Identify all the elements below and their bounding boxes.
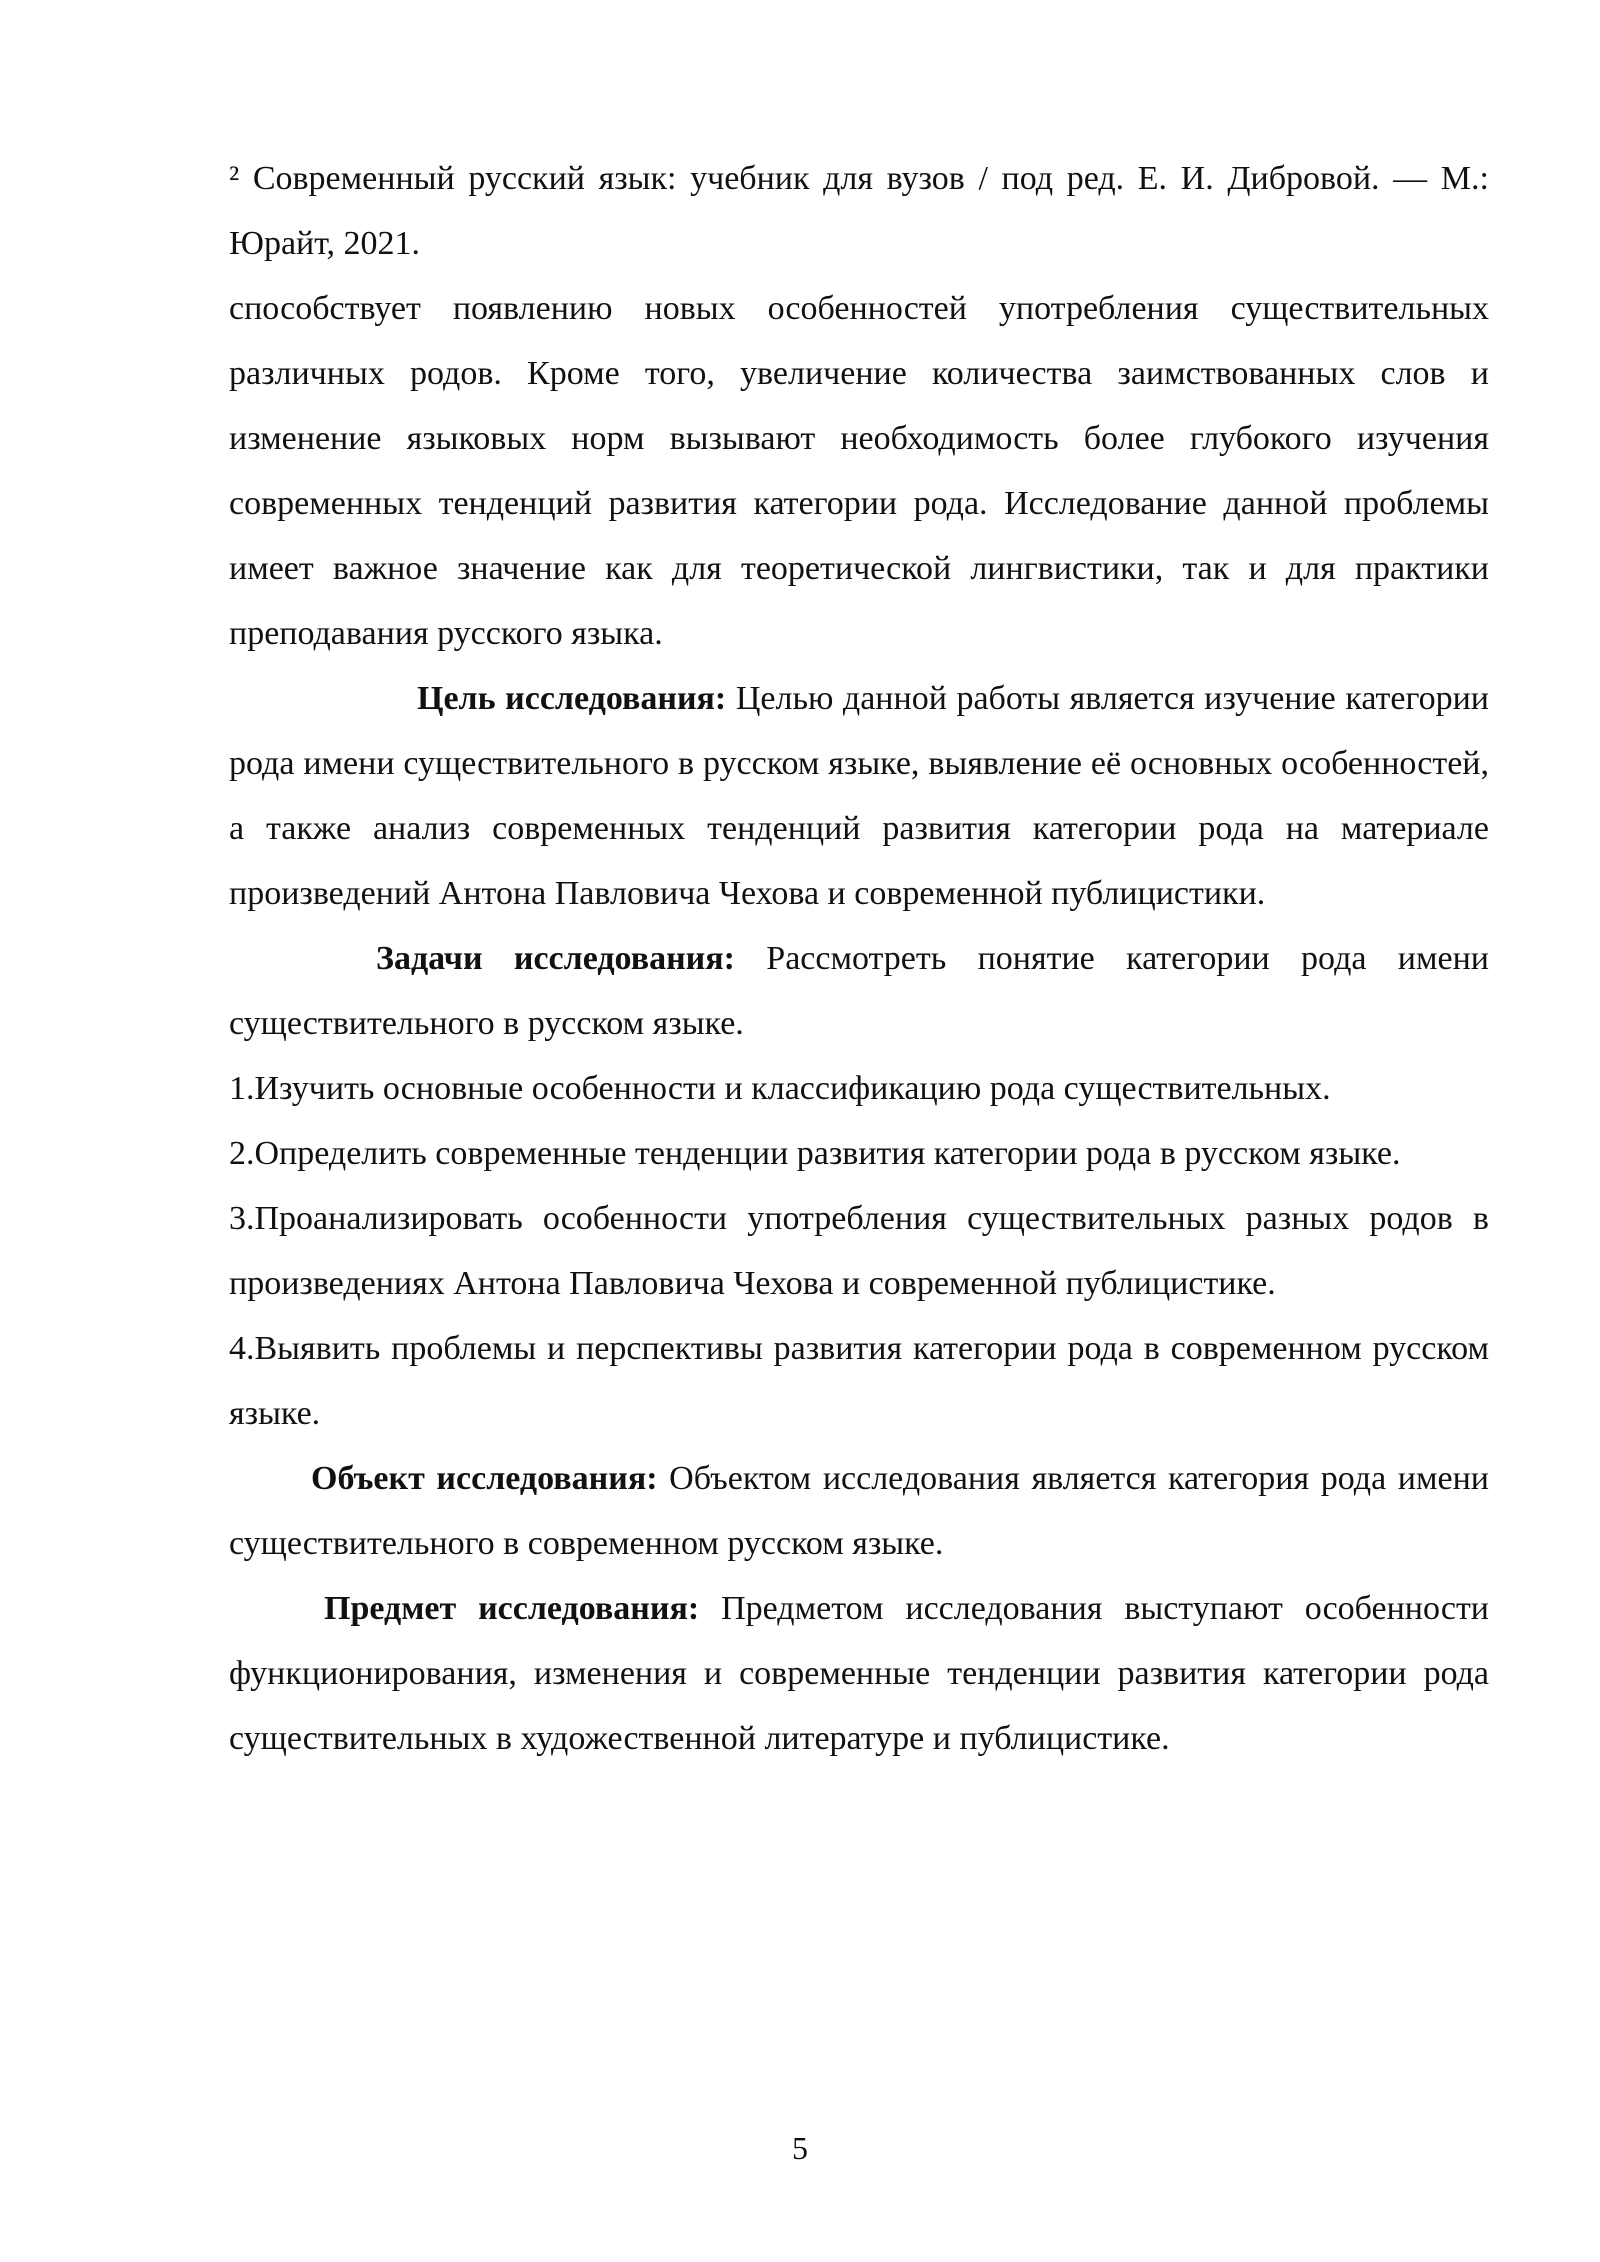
object-text: Объектом исследования является категория рода имени существительного в современном русском языке.	[229, 1460, 1490, 1562]
tasks-text: Рассмотреть понятие категории рода имени существительного в русском языке.	[229, 940, 1489, 1042]
subject-label: Предмет исследования:	[324, 1590, 700, 1627]
task-item-2: 2.Определить современные тенденции развития категории рода в русском языке.	[229, 1135, 1401, 1172]
footnote: ² Современный русский язык: учебник для вузов / под ред. Е. И. Дибровой. — М.: Юрайт, 2021.	[229, 160, 1489, 262]
object-paragraph	[229, 1446, 1489, 1576]
task-item-1: 1.Изучить основные особенности и классификацию рода существительных.	[229, 1070, 1331, 1107]
subject-paragraph	[229, 1576, 1489, 1771]
tasks-label: Задачи исследования:	[376, 940, 735, 977]
intro-paragraph: способствует появлению новых особенностей употребления существительных различных родов. Кроме того, увеличение количества заимствованных слов и изменение языковых норм вызывают необходимость более глубокого изучения современных тенденций развития категории рода. Исследование данной проблемы имеет важное значение как для теоретической лингвистики, так и для практики преподавания русского языка.	[229, 290, 1489, 652]
page-body	[229, 146, 1489, 1771]
task-item-4: 4.Выявить проблемы и перспективы развития категории рода в современном русском языке.	[229, 1330, 1489, 1432]
tasks-paragraph	[229, 926, 1489, 1056]
goal-text: Целью данной работы является изучение категории рода имени существительного в русском языке, выявление её основных особенностей, а также анализ современных тенденций развития категории рода на материале произведений Антона Павловича Чехова и современной публицистики.	[229, 680, 1489, 912]
goal-label: Цель исследования:	[417, 680, 727, 717]
task-item-3: 3.Проанализировать особенности употребления существительных разных родов в произведениях Антона Павловича Чехова и современной публицистике.	[229, 1200, 1489, 1302]
page-number: 5	[792, 2130, 808, 2166]
object-label: Объект исследования:	[311, 1460, 658, 1497]
subject-text: Предметом исследования выступают особенности функционирования, изменения и современные тенденции развития категории рода существительных в художественной литературе и публицистике.	[229, 1590, 1489, 1757]
goal-paragraph	[229, 666, 1489, 926]
